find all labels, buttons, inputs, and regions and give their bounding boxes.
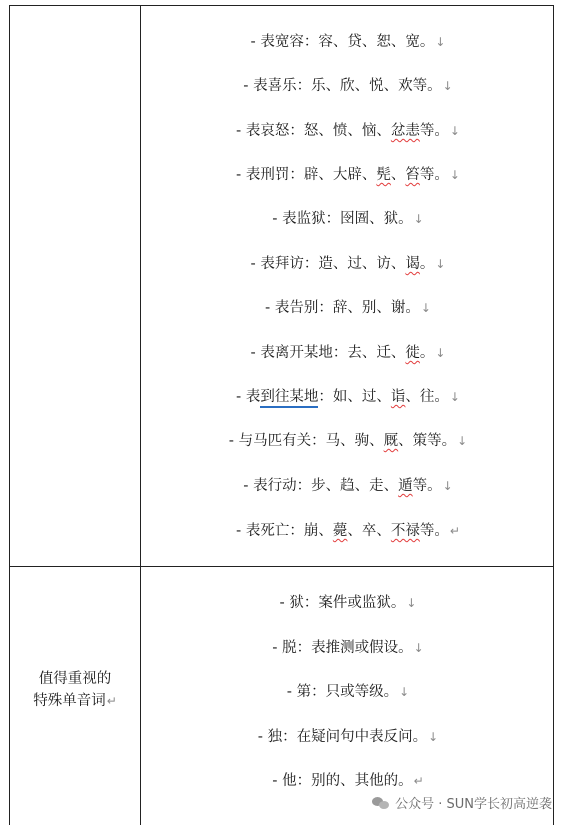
spellcheck-underline: 厩: [383, 433, 399, 449]
spellcheck-underline: 忿恚: [390, 123, 420, 139]
list-item: - 独：在疑问句中表反问。↓: [257, 729, 439, 745]
list-item: - 脱：表推测或假设。↓: [272, 640, 424, 656]
row-label-line1: 值得重视的: [38, 671, 112, 687]
word-table: [9, 5, 554, 825]
watermark-text: 公众号 · SUN学长初高逆袭: [395, 797, 552, 812]
paragraph-mark: ↵: [106, 694, 117, 708]
row-divider: [10, 566, 553, 567]
row-label: [10, 668, 140, 712]
list-item: - 表刑罚：辟、大辟、髡、笞等。↓: [236, 167, 460, 183]
spellcheck-underline: 诣: [390, 389, 406, 405]
paragraph-mark: ↓: [428, 730, 439, 744]
paragraph-mark: ↓: [449, 124, 460, 138]
paragraph-mark: ↓: [413, 212, 424, 226]
spellcheck-underline: 髡: [376, 167, 391, 183]
paragraph-mark: ↓: [457, 434, 468, 448]
row-label-line2: 特殊单音词↵: [33, 693, 117, 709]
list-item: - 表监狱：囹圄、狱。↓: [272, 211, 424, 227]
paragraph-mark: ↵: [413, 774, 424, 788]
list-item: - 狱：案件或监狱。↓: [279, 595, 417, 611]
spellcheck-underline: 遁: [398, 478, 413, 494]
list-item: - 表离开某地：去、迁、徙。↓: [250, 345, 446, 361]
paragraph-mark: ↓: [406, 596, 417, 610]
watermark: [372, 793, 552, 812]
list-item: - 表到往某地：如、过、诣、往。↓: [141, 387, 555, 407]
list-item: - 表喜乐：乐、欣、悦、欢等。↓: [243, 78, 453, 94]
wechat-icon: [372, 796, 390, 810]
spellcheck-underline: 谒: [405, 256, 420, 272]
paragraph-mark: ↓: [442, 79, 453, 93]
paragraph-mark: ↓: [413, 641, 424, 655]
paragraph-mark: ↓: [442, 479, 453, 493]
list-item: - 表宽容：容、贷、恕、宽。↓: [250, 34, 446, 50]
list-item: - 表哀怒：怒、愤、恼、忿恚等。↓: [236, 123, 460, 139]
list-item: - 表行动：步、趋、走、遁等。↓: [243, 478, 453, 494]
paragraph-mark: ↵: [449, 524, 460, 538]
spellcheck-underline: 徙: [405, 345, 420, 361]
spellcheck-underline: 笞: [405, 167, 420, 183]
list-item: - 表死亡：崩、薨、卒、不禄等。↵: [236, 523, 460, 539]
paragraph-mark: ↓: [435, 346, 446, 360]
paragraph-mark: ↓: [435, 257, 446, 271]
paragraph-mark: ↓: [399, 685, 410, 699]
paragraph-mark: ↓: [449, 168, 460, 182]
list-item: - 与马匹有关：马、驹、厩、策等。↓: [228, 433, 468, 449]
spellcheck-underline: 不禄: [390, 523, 420, 539]
paragraph-mark: ↓: [435, 35, 446, 49]
grammar-underline: 到往某地: [260, 389, 318, 408]
paragraph-mark: ↓: [420, 301, 431, 315]
list-item: - 表拜访：造、过、访、谒。↓: [250, 256, 446, 272]
paragraph-mark: ↓: [449, 390, 460, 404]
list-item: - 表告别：辞、别、谢。↓: [265, 300, 431, 316]
list-item: - 他：别的、其他的。↵: [272, 773, 424, 789]
spellcheck-underline: 薨: [332, 523, 348, 539]
list-item: - 第：只或等级。↓: [286, 684, 410, 700]
